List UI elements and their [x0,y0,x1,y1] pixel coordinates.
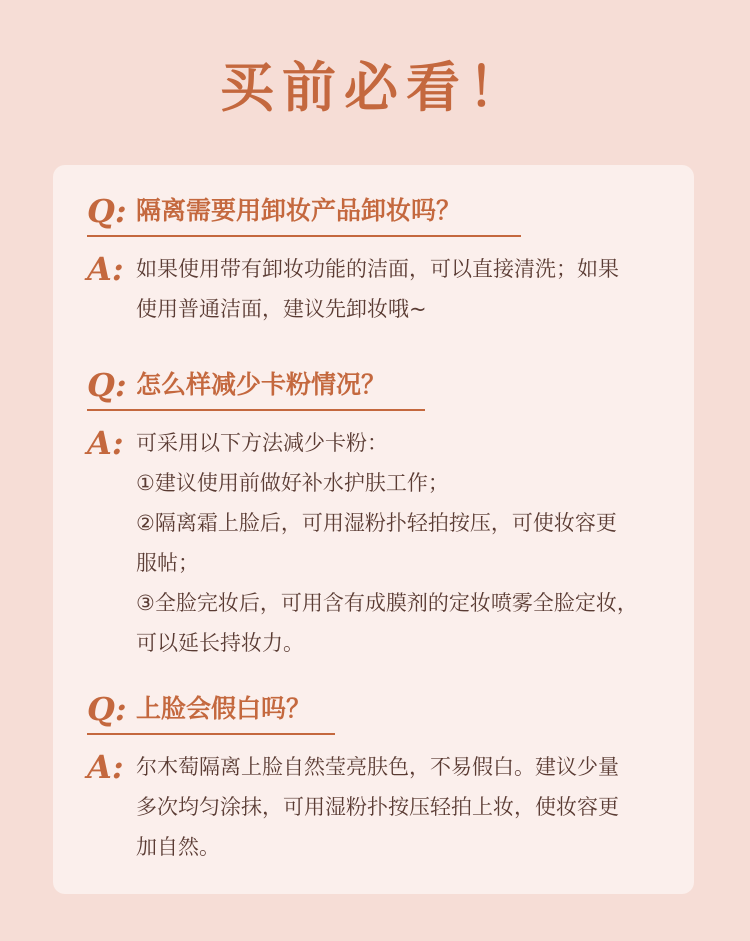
answer-block [53,249,694,329]
question-underline [87,733,335,735]
question-underline [87,235,521,237]
answer-block [53,423,694,663]
q-mark: Q: [87,690,127,728]
answer-line: ②隔离霜上脸后，可用湿粉扑轻拍按压，可使妆容更 [136,511,617,535]
question-underline [87,409,425,411]
answer-line: 加自然。 [136,835,220,859]
answer-line: ③全脸完妆后，可用含有成膜剂的定妆喷雾全脸定妆， [136,591,638,615]
answer-line: 可采用以下方法减少卡粉： [136,431,388,455]
answer-block [53,747,694,867]
question-text: 隔离需要用卸妆产品卸妆吗？ [136,196,462,225]
page-title: 买前必看！ [220,56,530,119]
question-row [53,685,694,735]
q-mark: Q: [87,192,127,230]
answer-line: 多次均匀涂抹，可用湿粉扑按压轻拍上妆，使妆容更 [136,795,619,819]
answer-line: 尔木萄隔离上脸自然莹亮肤色，不易假白。建议少量 [136,755,619,779]
faq-card [53,165,694,894]
qa-item [53,187,694,329]
answer-line: 服帖； [136,551,199,575]
a-mark: A: [87,250,124,288]
answer-line: 可以延长持妆力。 [136,631,304,655]
question-text: 怎么样减少卡粉情况？ [136,370,387,399]
answer-line: 使用普通洁面，建议先卸妆哦~ [136,297,427,321]
question-text: 上脸会假白吗？ [136,694,312,723]
answer-line: ①建议使用前做好补水护肤工作； [136,471,449,495]
a-mark: A: [87,748,124,786]
qa-item [53,685,694,867]
qa-item [53,361,694,663]
a-mark: A: [87,424,124,462]
answer-line: 如果使用带有卸妆功能的洁面，可以直接清洗；如果 [136,257,619,281]
question-row [53,187,694,237]
question-row [53,361,694,411]
q-mark: Q: [87,366,127,404]
